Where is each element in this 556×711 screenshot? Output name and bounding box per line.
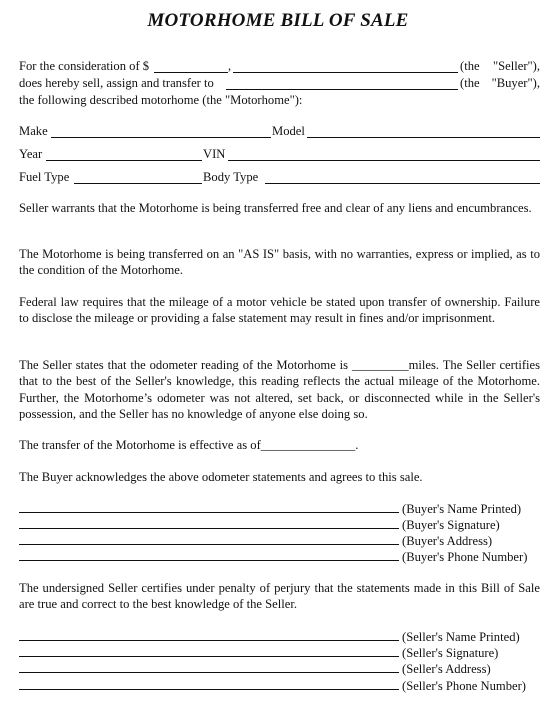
buyer-name-blank[interactable] <box>226 89 458 90</box>
year-field[interactable] <box>46 160 202 161</box>
odometer-suffix: miles. The Seller certifies that to the best of the Seller's knowledge, this reading reflects the actual mileage of the Motorhome. Further, the Motorhome’s odometer was not altered, set back, or disconnected while in the Seller's possession, and the Seller has no knowledge of anyone else doing so. <box>19 358 540 422</box>
acknowledge-paragraph <box>19 469 540 485</box>
buyer-signature-label: (Buyer's Signature) <box>402 518 500 532</box>
transfer-label: does hereby sell, assign and transfer to <box>19 76 214 90</box>
odometer-text <box>19 357 540 422</box>
described-motorhome-label: the following described motorhome (the "Motorhome"): <box>19 93 303 107</box>
buyer-signature-line[interactable] <box>19 528 399 529</box>
make-field[interactable] <box>51 137 271 138</box>
seller-address-label: (Seller's Address) <box>402 662 491 676</box>
seller-signature-label: (Seller's Signature) <box>402 646 499 660</box>
seller-name-printed-label: (Seller's Name Printed) <box>402 630 520 644</box>
body-type-field[interactable] <box>265 183 540 184</box>
model-label: Model <box>272 124 305 138</box>
effective-date-blank[interactable]: _______________ <box>260 438 356 452</box>
buyer-phone-label: (Buyer's Phone Number) <box>402 550 528 564</box>
model-field[interactable] <box>307 137 540 138</box>
year-label: Year <box>19 147 43 161</box>
effective-suffix: . <box>355 438 359 452</box>
make-label: Make <box>19 124 48 138</box>
seller-signature-line[interactable] <box>19 656 399 657</box>
seller-certifies-paragraph <box>19 580 540 613</box>
buyer-phone-line[interactable] <box>19 560 399 561</box>
seller-tag: (the "Seller"), <box>460 59 540 73</box>
consideration-label: For the consideration of $ <box>19 59 150 73</box>
warranty-text: Seller warrants that the Motorhome is being transferred free and clear of any liens and encumbrances. <box>19 201 532 215</box>
warranty-paragraph <box>19 200 540 216</box>
seller-name-blank[interactable] <box>233 72 458 73</box>
buyer-name-printed-label: (Buyer's Name Printed) <box>402 502 522 516</box>
effective-date-paragraph <box>19 437 540 453</box>
odometer-reading-blank[interactable]: _________ <box>351 358 409 372</box>
body-type-label: Body Type <box>203 170 259 184</box>
acknowledge-text: The Buyer acknowledges the above odometer statements and agrees to this sale. <box>19 470 423 484</box>
odometer-prefix: The Seller states that the odometer reading of the Motorhome is <box>19 358 349 372</box>
seller-phone-label: (Seller's Phone Number) <box>402 679 526 693</box>
buyer-address-line[interactable] <box>19 544 399 545</box>
odometer-paragraph <box>19 357 540 422</box>
vin-label: VIN <box>203 147 226 161</box>
effective-prefix: The transfer of the Motorhome is effective as of <box>19 438 261 452</box>
consideration-separator: , <box>228 59 232 73</box>
consideration-amount-blank[interactable] <box>154 72 228 73</box>
federal-law-paragraph <box>19 294 540 327</box>
buyer-tag: (the "Buyer"), <box>460 76 540 90</box>
vin-field[interactable] <box>228 160 540 161</box>
buyer-address-label: (Buyer's Address) <box>402 534 493 548</box>
document-title: MOTORHOME BILL OF SALE <box>147 10 409 31</box>
seller-address-line[interactable] <box>19 672 399 673</box>
seller-name-printed-line[interactable] <box>19 640 399 641</box>
buyer-name-printed-line[interactable] <box>19 512 399 513</box>
effective-date-text <box>19 437 540 453</box>
as-is-paragraph <box>19 246 540 279</box>
seller-phone-line[interactable] <box>19 689 399 690</box>
as-is-text: The Motorhome is being transferred on an "AS IS" basis, with no warranties, express or implied, as to the condition of the Motorhome. <box>19 247 540 278</box>
seller-certifies-text: The undersigned Seller certifies under penalty of perjury that the statements made in this Bill of Sale are true and correct to the best knowledge of the Seller. <box>19 581 540 612</box>
federal-law-text: Federal law requires that the mileage of a motor vehicle be stated upon transfer of ownership. Failure to disclose the mileage or providing a false statement may result in fines and/or imprisonment. <box>19 295 540 326</box>
fuel-type-label: Fuel Type <box>19 170 70 184</box>
fuel-type-field[interactable] <box>74 183 202 184</box>
